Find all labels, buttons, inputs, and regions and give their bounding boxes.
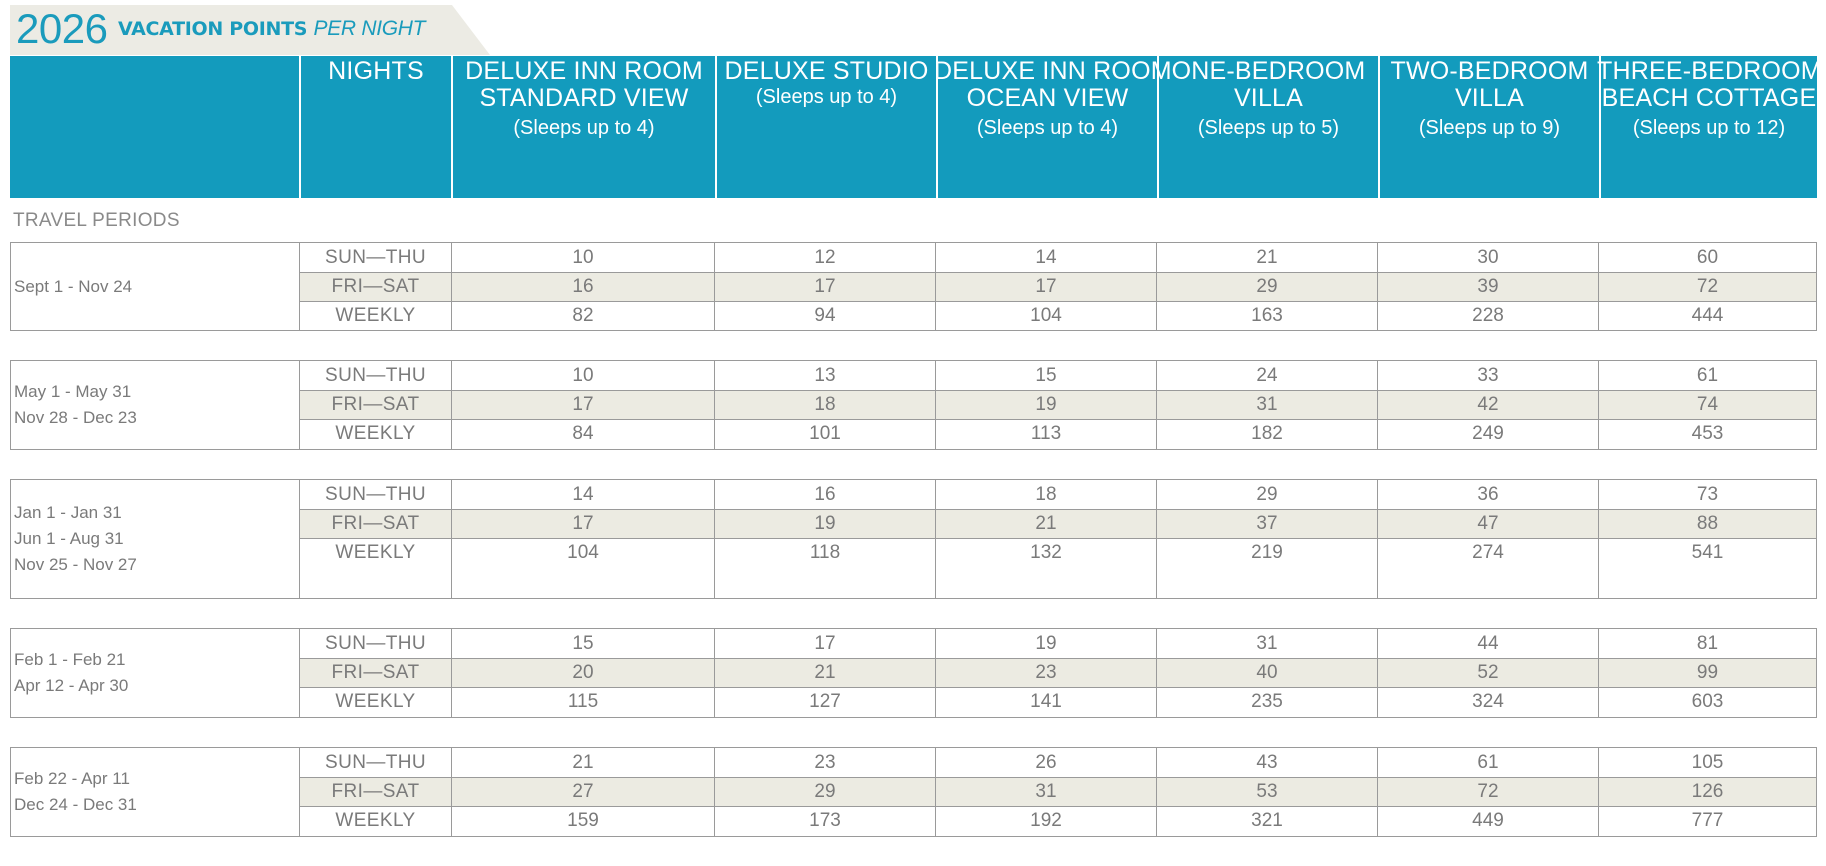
value-cell: 31 [1156, 391, 1377, 420]
value-cell: 44 [1377, 629, 1598, 659]
value-cell: 15 [451, 629, 714, 659]
value-cell: 20 [451, 659, 714, 688]
value-cell: 603 [1598, 688, 1816, 717]
header-col-line1: DELUXE INN ROOM [465, 57, 703, 85]
value-cell: 21 [451, 748, 714, 778]
value-cell: 16 [451, 273, 714, 302]
value-cell: 47 [1377, 510, 1598, 539]
value-cell: 105 [1598, 748, 1816, 778]
header-col-line2: BEACH COTTAGE [1601, 84, 1817, 112]
table-row [300, 272, 1816, 302]
header-col-sleeps: (Sleeps up to 9) [1418, 117, 1561, 139]
value-cell: 33 [1377, 361, 1598, 391]
value-cell: 88 [1598, 510, 1816, 539]
value-cell: 19 [714, 510, 935, 539]
nights-cell: WEEKLY [335, 423, 416, 445]
period-range: Feb 1 - Feb 21 [14, 650, 126, 669]
nights-cell: FRI—SAT [331, 275, 420, 297]
value-cell: 126 [1598, 778, 1816, 807]
title-text [118, 17, 425, 41]
value-cell: 118 [714, 539, 935, 568]
value-cell: 36 [1377, 480, 1598, 510]
title-year: 2026 [16, 5, 108, 52]
value-cell: 43 [1156, 748, 1377, 778]
nights-cell: WEEKLY [335, 542, 416, 564]
value-cell: 17 [451, 510, 714, 539]
header-col-line1: THREE-BEDROOM [1597, 57, 1822, 85]
header-col-deluxe-studio [715, 56, 936, 198]
value-cell: 84 [451, 420, 714, 449]
value-cell: 21 [935, 510, 1156, 539]
period-group [10, 360, 1817, 450]
value-cell: 16 [714, 480, 935, 510]
nights-cell: SUN—THU [325, 246, 426, 268]
period-range: Apr 12 - Apr 30 [14, 676, 129, 695]
value-cell: 163 [1156, 302, 1377, 331]
value-cell: 42 [1377, 391, 1598, 420]
value-cell: 26 [935, 748, 1156, 778]
travel-periods-label: TRAVEL PERIODS [13, 210, 180, 231]
period-range: May 1 - May 31 [14, 382, 132, 401]
table-row [300, 243, 1816, 273]
value-cell: 53 [1156, 778, 1377, 807]
value-cell: 72 [1377, 778, 1598, 807]
header-col-line1: ONE-BEDROOM [1171, 57, 1366, 85]
table-row [300, 777, 1816, 807]
value-cell: 10 [451, 361, 714, 391]
title-main: VACATION POINTS [118, 18, 308, 40]
value-cell: 39 [1377, 273, 1598, 302]
nights-cell: SUN—THU [325, 364, 426, 386]
value-cell: 14 [935, 243, 1156, 273]
nights-cell: WEEKLY [335, 691, 416, 713]
value-cell: 60 [1598, 243, 1816, 273]
value-cell: 159 [451, 807, 714, 836]
value-cell: 52 [1377, 659, 1598, 688]
row-filler [300, 568, 1816, 598]
value-cell: 23 [714, 748, 935, 778]
period-dates [11, 480, 300, 598]
value-cell: 30 [1377, 243, 1598, 273]
value-cell: 18 [714, 391, 935, 420]
value-cell: 321 [1156, 807, 1377, 836]
table-row [300, 419, 1816, 449]
value-cell: 219 [1156, 539, 1377, 568]
period-range: Nov 28 - Dec 23 [14, 408, 137, 427]
value-cell: 115 [451, 688, 714, 717]
value-cell: 141 [935, 688, 1156, 717]
table-row [300, 509, 1816, 539]
value-cell: 14 [451, 480, 714, 510]
period-group [10, 628, 1817, 718]
table-row [300, 806, 1816, 836]
value-cell: 21 [714, 659, 935, 688]
value-cell: 13 [714, 361, 935, 391]
value-cell: 82 [451, 302, 714, 331]
value-cell: 453 [1598, 420, 1816, 449]
period-range: Feb 22 - Apr 11 [14, 769, 130, 788]
period-range: Sept 1 - Nov 24 [14, 276, 133, 296]
value-cell: 29 [1156, 273, 1377, 302]
value-cell: 228 [1377, 302, 1598, 331]
header-col-line1: TWO-BEDROOM [1390, 57, 1589, 85]
value-cell: 101 [714, 420, 935, 449]
value-cell: 132 [935, 539, 1156, 568]
value-cell: 19 [935, 391, 1156, 420]
value-cell: 12 [714, 243, 935, 273]
nights-cell: SUN—THU [325, 632, 426, 654]
table-row [300, 748, 1816, 778]
value-cell: 449 [1377, 807, 1598, 836]
value-cell: 61 [1377, 748, 1598, 778]
nights-cell: FRI—SAT [331, 512, 420, 534]
value-cell: 17 [714, 273, 935, 302]
period-group [10, 242, 1817, 331]
nights-cell: SUN—THU [325, 751, 426, 773]
value-cell: 31 [1156, 629, 1377, 659]
table-row [300, 301, 1816, 331]
value-cell: 27 [451, 778, 714, 807]
value-cell: 73 [1598, 480, 1816, 510]
value-cell: 74 [1598, 391, 1816, 420]
value-cell: 15 [935, 361, 1156, 391]
value-cell: 192 [935, 807, 1156, 836]
header-nights [299, 56, 451, 198]
table-row [300, 629, 1816, 659]
header-col-line2: VILLA [1454, 84, 1525, 112]
nights-cell: SUN—THU [325, 483, 426, 505]
value-cell: 61 [1598, 361, 1816, 391]
table-row [300, 390, 1816, 420]
value-cell: 104 [451, 539, 714, 568]
value-cell: 173 [714, 807, 935, 836]
value-cell: 541 [1598, 539, 1816, 568]
value-cell: 182 [1156, 420, 1377, 449]
value-cell: 10 [451, 243, 714, 273]
nights-cell: WEEKLY [335, 304, 416, 326]
value-cell: 81 [1598, 629, 1816, 659]
header-col-line1: DELUXE STUDIO [724, 57, 929, 85]
header-col-deluxe-inn-standard [451, 56, 715, 198]
table-row [300, 361, 1816, 391]
period-group [10, 479, 1817, 599]
header-col-sleeps: (Sleeps up to 4) [976, 117, 1119, 139]
value-cell: 23 [935, 659, 1156, 688]
header-col-sleeps: (Sleeps up to 4) [513, 117, 655, 139]
value-cell: 113 [935, 420, 1156, 449]
value-cell: 99 [1598, 659, 1816, 688]
value-cell: 17 [714, 629, 935, 659]
period-dates [11, 243, 300, 330]
title-sub: PER NIGHT [313, 17, 426, 40]
period-dates [11, 748, 300, 836]
period-range: Dec 24 - Dec 31 [14, 795, 137, 814]
header-col-line2: OCEAN VIEW [966, 84, 1129, 112]
header-col-line1: DELUXE INN ROOM [934, 57, 1172, 85]
value-cell: 18 [935, 480, 1156, 510]
value-cell: 40 [1156, 659, 1377, 688]
value-cell: 21 [1156, 243, 1377, 273]
value-cell: 19 [935, 629, 1156, 659]
period-dates [11, 361, 300, 449]
header-col-sleeps: (Sleeps up to 5) [1197, 117, 1340, 139]
value-cell: 324 [1377, 688, 1598, 717]
period-group [10, 747, 1817, 837]
nights-cell: WEEKLY [335, 810, 416, 832]
nights-cell: FRI—SAT [331, 780, 420, 802]
nights-cell: FRI—SAT [331, 661, 420, 683]
value-cell: 127 [714, 688, 935, 717]
header-col-sleeps: (Sleeps up to 4) [755, 86, 898, 108]
value-cell: 31 [935, 778, 1156, 807]
period-range: Jan 1 - Jan 31 [14, 503, 122, 522]
value-cell: 17 [935, 273, 1156, 302]
value-cell: 29 [1156, 480, 1377, 510]
table-row [300, 658, 1816, 688]
header-col-sleeps: (Sleeps up to 12) [1632, 117, 1786, 139]
header-col-two-bedroom [1378, 56, 1599, 198]
value-cell: 777 [1598, 807, 1816, 836]
header-col-one-bedroom [1157, 56, 1378, 198]
table-row [300, 480, 1816, 510]
header-col-three-bedroom [1597, 56, 1822, 198]
period-range: Jun 1 - Aug 31 [14, 529, 124, 548]
period-dates [11, 629, 300, 717]
period-range: Nov 25 - Nov 27 [14, 555, 137, 574]
header-col-deluxe-inn-ocean [934, 56, 1172, 198]
value-cell: 249 [1377, 420, 1598, 449]
header-nights-label: NIGHTS [328, 57, 424, 85]
value-cell: 37 [1156, 510, 1377, 539]
value-cell: 274 [1377, 539, 1598, 568]
value-cell: 444 [1598, 302, 1816, 331]
nights-cell: FRI—SAT [331, 393, 420, 415]
table-row [300, 687, 1816, 717]
value-cell: 94 [714, 302, 935, 331]
value-cell: 72 [1598, 273, 1816, 302]
table-row [300, 538, 1816, 568]
value-cell: 235 [1156, 688, 1377, 717]
header-col-line2: STANDARD VIEW [479, 84, 689, 112]
value-cell: 17 [451, 391, 714, 420]
value-cell: 24 [1156, 361, 1377, 391]
value-cell: 104 [935, 302, 1156, 331]
header-col-line2: VILLA [1233, 84, 1304, 112]
value-cell: 29 [714, 778, 935, 807]
